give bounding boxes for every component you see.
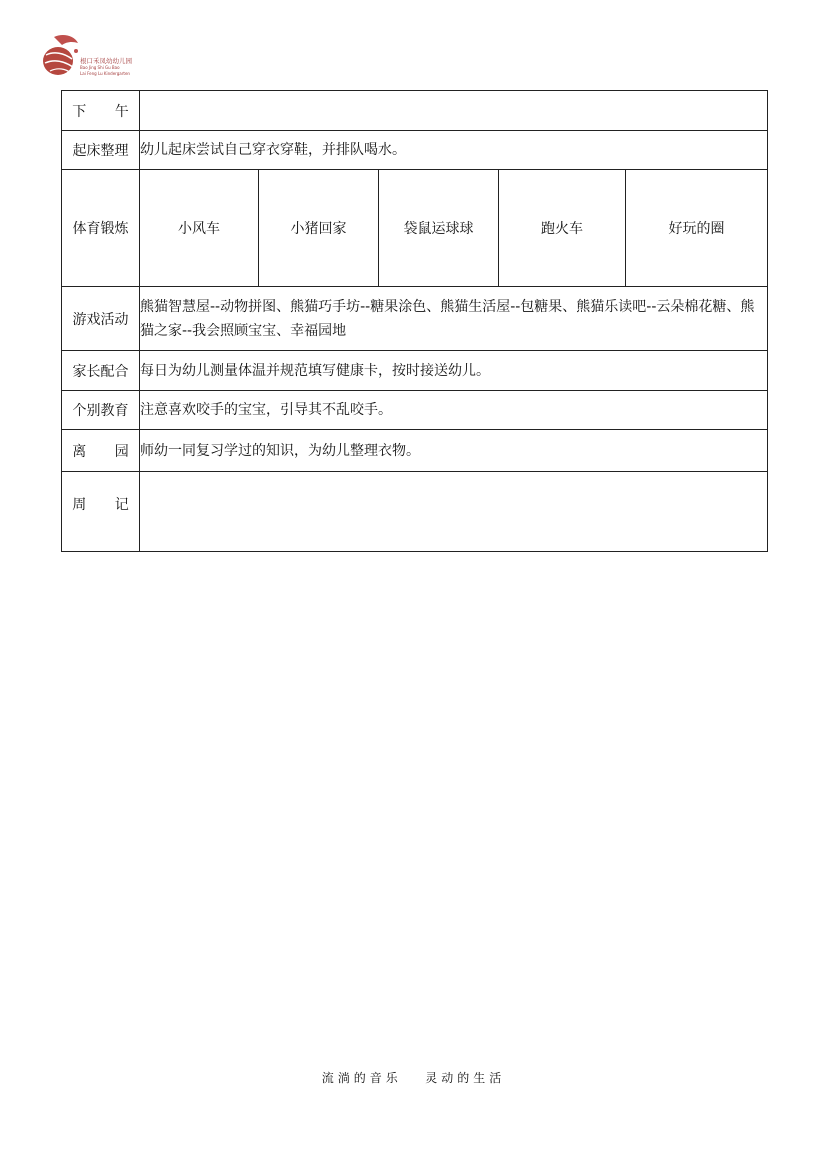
exercise-activity: 小猪回家 — [259, 170, 379, 287]
row-label-weekly: 周 记 — [62, 472, 140, 552]
logo-name: 根口禾凤幼幼儿园 — [80, 57, 132, 65]
row-label-afternoon: 下 午 — [62, 91, 140, 131]
table-row — [62, 430, 768, 472]
logo-subtitle: Lai Feng Lu Kindergarten — [80, 70, 130, 76]
exercise-activity: 好玩的圈 — [626, 170, 768, 287]
footer-slogan: 流淌的音乐 灵动的生活 — [321, 1071, 506, 1085]
leaving-content: 师幼一同复习学过的知识，为幼儿整理衣物。 — [140, 430, 768, 472]
table-row — [62, 91, 768, 131]
row-label-parents: 家长配合 — [62, 351, 140, 391]
logo-emblem-icon — [40, 33, 82, 83]
row-label-games: 游戏活动 — [62, 287, 140, 351]
games-content: 熊猫智慧屋--动物拼图、熊猫巧手坊--糖果涂色、熊猫生活屋--包糖果、熊猫乐读吧--云朵棉花糖、熊猫之家--我会照顾宝宝、幸福园地 — [140, 287, 768, 351]
row-label-leaving: 离 园 — [62, 430, 140, 472]
logo-subtitle: Bao Jing Shi Gu Bao — [80, 65, 120, 70]
exercise-activity: 跑火车 — [499, 170, 626, 287]
table-row — [62, 391, 768, 430]
daily-schedule-table — [61, 90, 768, 552]
table-row — [62, 351, 768, 391]
kindergarten-logo — [40, 33, 160, 83]
table-row — [62, 287, 768, 351]
table-row — [62, 131, 768, 170]
table-row — [62, 170, 768, 287]
row-label-exercise: 体育锻炼 — [62, 170, 140, 287]
weekly-content — [140, 472, 768, 552]
row-label-individual: 个别教育 — [62, 391, 140, 430]
wakeup-content: 幼儿起床尝试自己穿衣穿鞋，并排队喝水。 — [140, 131, 768, 170]
individual-content: 注意喜欢咬手的宝宝，引导其不乱咬手。 — [140, 391, 768, 430]
row-label-wakeup: 起床整理 — [62, 131, 140, 170]
exercise-activity: 袋鼠运球球 — [379, 170, 499, 287]
afternoon-content — [140, 91, 768, 131]
parents-content: 每日为幼儿测量体温并规范填写健康卡，按时接送幼儿。 — [140, 351, 768, 391]
table-row — [62, 472, 768, 552]
exercise-activity: 小风车 — [140, 170, 259, 287]
